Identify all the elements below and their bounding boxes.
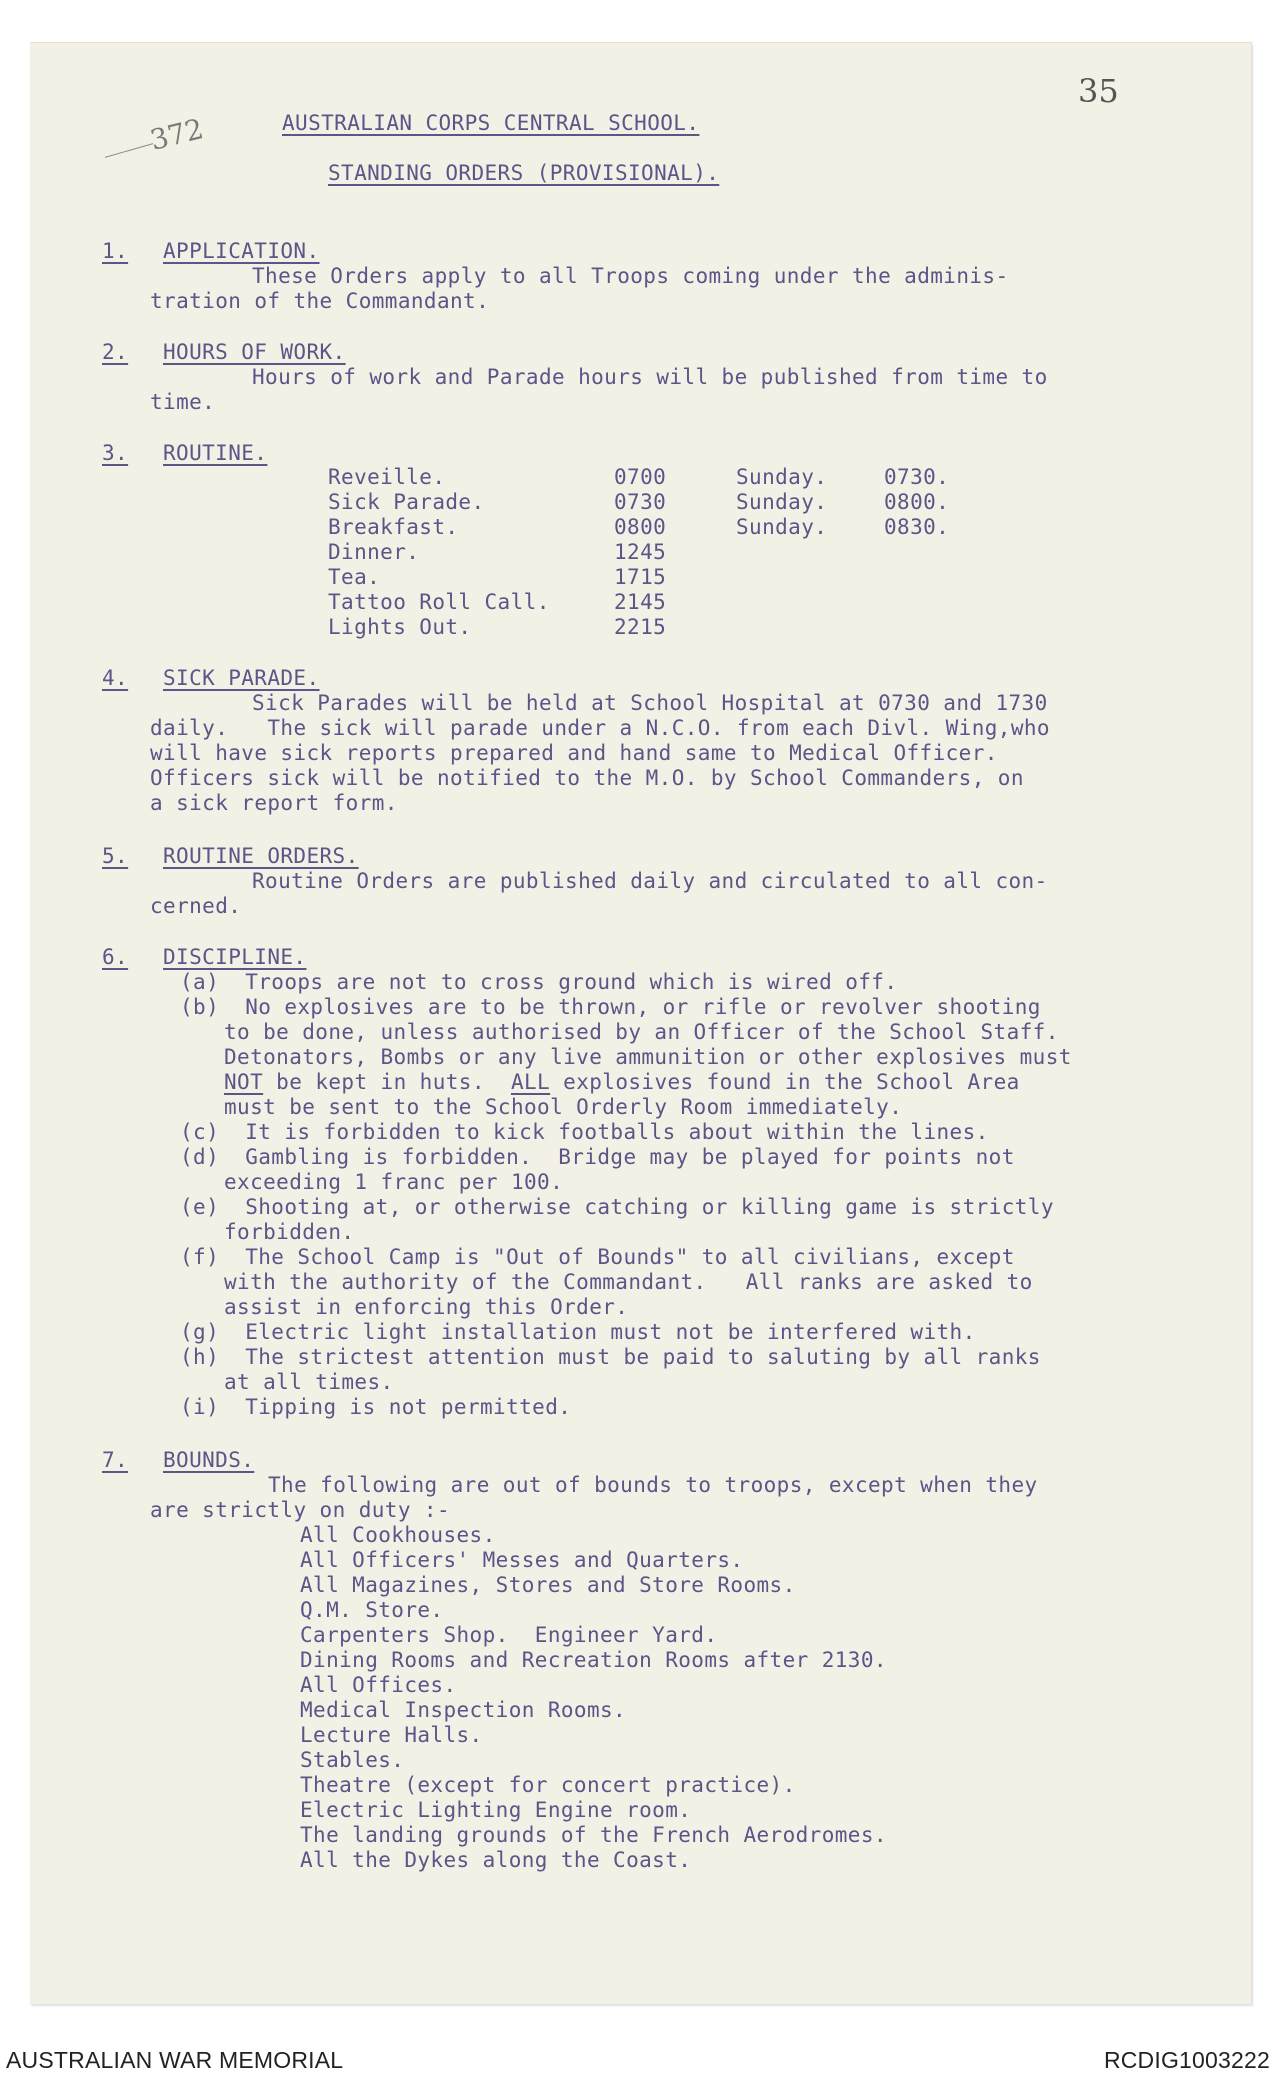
paragraph-line: Officers sick will be notified to the M.O. by School Commanders, on [150, 766, 1024, 790]
routine-day: Sunday. [736, 465, 828, 489]
paragraph-line: The following are out of bounds to troops, except when they [268, 1473, 1038, 1497]
archive-id: RCDIG1003222 [1103, 2047, 1270, 2073]
routine-name: Dinner. [328, 540, 420, 564]
paragraph-line: assist in enforcing this Order. [224, 1295, 629, 1319]
section-number: 1. [102, 239, 129, 263]
paragraph-line [224, 1070, 1020, 1095]
order-item-i: (i) Tipping is not permitted. [180, 1395, 572, 1419]
section-heading: ROUTINE ORDERS. [163, 844, 359, 868]
routine-name: Sick Parade. [328, 490, 485, 514]
section-number: 4. [102, 666, 129, 690]
bounds-item: Stables. [300, 1748, 405, 1772]
bounds-item: Q.M. Store. [300, 1598, 444, 1622]
routine-name: Reveille. [328, 465, 446, 489]
order-item-g: (g) Electric light installation must not be interfered with. [180, 1320, 976, 1344]
routine-sunday-time: 0830. [884, 515, 950, 539]
paragraph-line: tration of the Commandant. [150, 289, 490, 313]
paragraph-line: forbidden. [224, 1220, 355, 1244]
paragraph-line: must be sent to the School Orderly Room immediately. [224, 1095, 903, 1119]
emphasis-all: ALL [510, 1070, 551, 1094]
paragraph-line: Routine Orders are published daily and circulated to all con- [252, 869, 1048, 893]
bounds-item: Carpenters Shop. Engineer Yard. [300, 1623, 718, 1647]
order-item-c: (c) It is forbidden to kick footballs about within the lines. [180, 1120, 989, 1144]
section-number: 3. [102, 441, 129, 465]
bounds-item: Electric Lighting Engine room. [300, 1798, 692, 1822]
archive-credit: AUSTRALIAN WAR MEMORIAL [6, 2047, 344, 2073]
routine-name: Lights Out. [328, 615, 472, 639]
routine-day: Sunday. [736, 515, 828, 539]
bounds-item: All Magazines, Stores and Store Rooms. [300, 1573, 796, 1597]
order-item-a: (a) Troops are not to cross ground which is wired off. [180, 970, 898, 994]
section-number: 5. [102, 844, 129, 868]
paragraph-line: exceeding 1 franc per 100. [224, 1170, 564, 1194]
bounds-item: All the Dykes along the Coast. [300, 1848, 692, 1872]
reference-number: 372 [146, 112, 207, 157]
bounds-item: All Cookhouses. [300, 1523, 496, 1547]
section-number: 7. [102, 1448, 129, 1472]
routine-time: 0700 [614, 465, 667, 489]
paragraph-line: to be done, unless authorised by an Officer of the School Staff. [224, 1020, 1059, 1044]
bounds-item: All Officers' Messes and Quarters. [300, 1548, 744, 1572]
order-item-e: (e) Shooting at, or otherwise catching or killing game is strictly [180, 1195, 1054, 1219]
paragraph-line: a sick report form. [150, 791, 398, 815]
paragraph-line: These Orders apply to all Troops coming under the adminis- [252, 264, 1009, 288]
school-heading: AUSTRALIAN CORPS CENTRAL SCHOOL. [282, 111, 700, 135]
order-item-f: (f) The School Camp is "Out of Bounds" to all civilians, except [180, 1245, 1015, 1269]
section-heading: HOURS OF WORK. [163, 340, 346, 364]
routine-time: 1715 [614, 565, 667, 589]
bounds-item: Theatre (except for concert practice). [300, 1773, 796, 1797]
bounds-item: Medical Inspection Rooms. [300, 1698, 627, 1722]
order-item-h: (h) The strictest attention must be paid to saluting by all ranks [180, 1345, 1041, 1369]
section-heading: APPLICATION. [163, 239, 320, 263]
paragraph-line: Sick Parades will be held at School Hospital at 0730 and 1730 [252, 691, 1048, 715]
emphasis-not: NOT [224, 1070, 264, 1094]
routine-sunday-time: 0730. [884, 465, 950, 489]
routine-name: Tea. [328, 565, 381, 589]
paragraph-line: Detonators, Bombs or any live ammunition or other explosives must [224, 1045, 1072, 1069]
text-span: explosives found in the School Area [550, 1070, 1020, 1094]
routine-time: 0730 [614, 490, 667, 514]
paragraph-line: at all times. [224, 1370, 394, 1394]
routine-time: 2215 [614, 615, 667, 639]
routine-time: 2145 [614, 590, 667, 614]
bounds-item: Lecture Halls. [300, 1723, 483, 1747]
page-number: 35 [1078, 72, 1119, 110]
paragraph-line: cerned. [150, 894, 242, 918]
paragraph-line: with the authority of the Commandant. All ranks are asked to [224, 1270, 1033, 1294]
section-heading: BOUNDS. [163, 1448, 255, 1472]
document-title: STANDING ORDERS (PROVISIONAL). [328, 161, 720, 185]
paragraph-line: will have sick reports prepared and hand same to Medical Officer. [150, 741, 998, 765]
paragraph-line: are strictly on duty :- [150, 1498, 450, 1522]
bounds-item: Dining Rooms and Recreation Rooms after 2130. [300, 1648, 887, 1672]
section-heading: DISCIPLINE. [163, 945, 307, 969]
paragraph-line: time. [150, 390, 216, 414]
section-number: 2. [102, 340, 129, 364]
bounds-item: The landing grounds of the French Aerodromes. [300, 1823, 887, 1847]
section-number: 6. [102, 945, 129, 969]
order-item-d: (d) Gambling is forbidden. Bridge may be played for points not [180, 1145, 1015, 1169]
text-span: be kept in huts. [263, 1070, 511, 1094]
paragraph-line: daily. The sick will parade under a N.C.O. from each Divl. Wing,who [150, 716, 1050, 740]
paragraph-line: Hours of work and Parade hours will be published from time to [252, 365, 1048, 389]
section-heading: SICK PARADE. [163, 666, 320, 690]
routine-day: Sunday. [736, 490, 828, 514]
routine-sunday-time: 0800. [884, 490, 950, 514]
routine-time: 1245 [614, 540, 667, 564]
routine-name: Tattoo Roll Call. [328, 590, 550, 614]
section-heading: ROUTINE. [163, 441, 268, 465]
routine-time: 0800 [614, 515, 667, 539]
bounds-item: All Offices. [300, 1673, 457, 1697]
order-item-b: (b) No explosives are to be thrown, or rifle or revolver shooting [180, 995, 1041, 1019]
routine-name: Breakfast. [328, 515, 459, 539]
